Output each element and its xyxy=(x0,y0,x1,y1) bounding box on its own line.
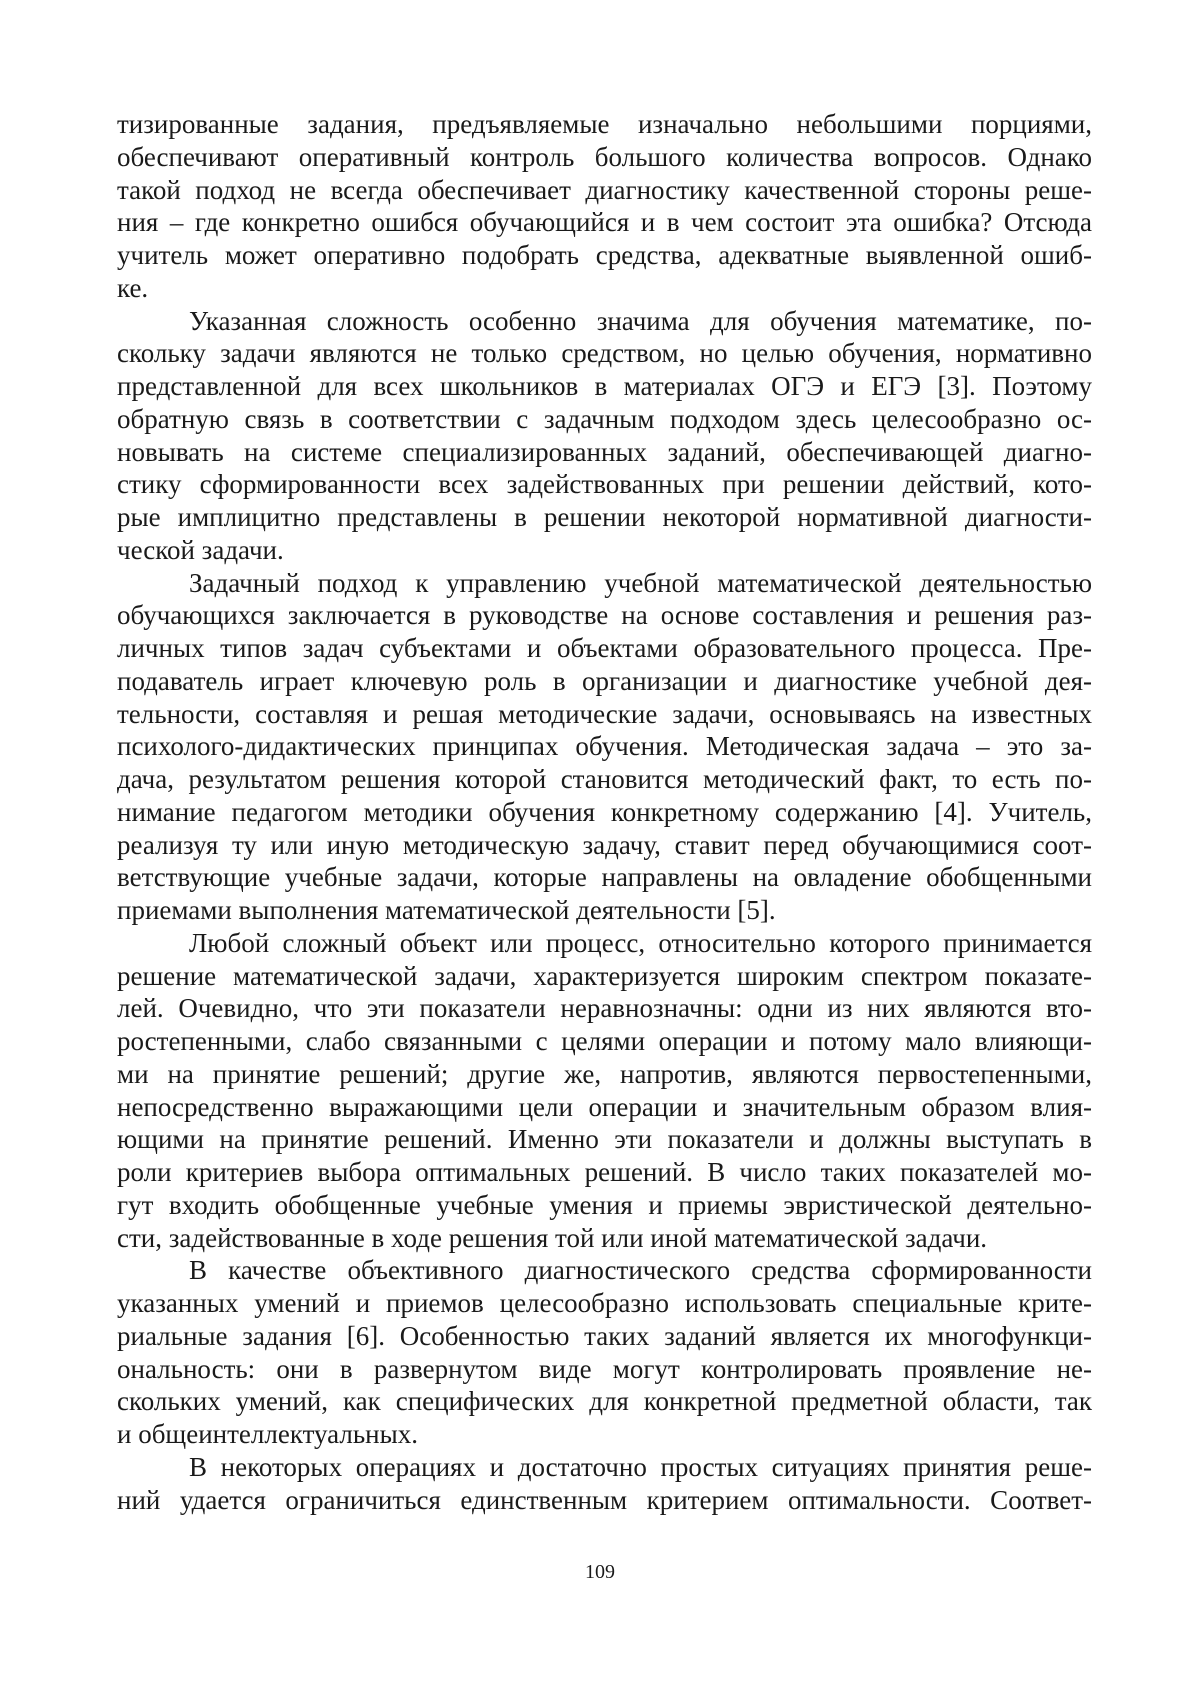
paragraph xyxy=(117,567,1092,927)
text-line: тельности, составляя и решая методические задачи, основываясь на известных xyxy=(117,698,1092,729)
paragraph xyxy=(117,1254,1092,1451)
text-line: обучающихся заключается в руководстве на основе составления и решения раз- xyxy=(117,600,1092,631)
text-line: ющими на принятие решений. Именно эти показатели и должны выступать в xyxy=(117,1124,1092,1155)
text-line: обратную связь в соответствии с задачным подходом здесь целесообразно ос- xyxy=(117,403,1092,434)
text-line: обеспечивают оперативный контроль большого количества вопросов. Однако xyxy=(117,141,1092,172)
text-line: скольку задачи являются не только средством, но целью обучения, нормативно xyxy=(117,338,1092,369)
text-line: непосредственно выражающими цели операции и значительным образом влия- xyxy=(117,1091,1092,1122)
body-text xyxy=(117,108,1092,1516)
text-line: гут входить обобщенные учебные умения и приемы эвристической деятельно- xyxy=(117,1189,1092,1220)
text-line: психолого-дидактических принципах обучения. Методическая задача – это за- xyxy=(117,731,1092,762)
paragraph xyxy=(117,108,1092,305)
text-line: стику сформированности всех задействованных при решении действий, кото- xyxy=(117,469,1092,500)
paragraph xyxy=(117,305,1092,567)
text-line: личных типов задач субъектами и объектами образовательного процесса. Пре- xyxy=(117,633,1092,663)
text-line: решение математической задачи, характеризуется широким спектром показате- xyxy=(117,960,1092,991)
text-line: ке. xyxy=(117,272,149,303)
text-line: лей. Очевидно, что эти показатели неравнозначны: одни из них являются вто- xyxy=(117,993,1092,1024)
text-line: представленной для всех школьников в материалах ОГЭ и ЕГЭ [3]. Поэтому xyxy=(117,371,1092,401)
text-line: ния – где конкретно ошибся обучающийся и в чем состоит эта ошибка? Отсюда xyxy=(117,207,1092,238)
text-line: ветствующие учебные задачи, которые направлены на овладение обобщенными xyxy=(117,862,1092,893)
text-line: учитель может оперативно подобрать средства, адекватные выявленной ошиб- xyxy=(117,240,1092,270)
text-line: роли критериев выбора оптимальных решений. В число таких показателей мо- xyxy=(117,1157,1092,1187)
text-line: нимание педагогом методики обучения конкретному содержанию [4]. Учитель, xyxy=(117,796,1092,827)
text-line: указанных умений и приемов целесообразно использовать специальные крите- xyxy=(117,1288,1092,1318)
page-number: 109 xyxy=(585,1561,615,1583)
text-line: реализуя ту или иную методическую задачу, ставит перед обучающимися соот- xyxy=(117,829,1092,860)
text-line: Задачный подход к управлению учебной математической деятельностью xyxy=(189,567,1092,598)
text-line: Любой сложный объект или процесс, относительно которого принимается xyxy=(189,927,1092,958)
text-line: дача, результатом решения которой становится методический факт, то есть по- xyxy=(117,764,1092,794)
text-line: сти, задействованные в ходе решения той или иной математической задачи. xyxy=(117,1222,988,1253)
text-line: такой подход не всегда обеспечивает диагностику качественной стороны реше- xyxy=(117,174,1092,205)
text-line: тизированные задания, предъявляемые изначально небольшими порциями, xyxy=(117,109,1092,139)
text-line: В некоторых операциях и достаточно простых ситуациях принятия реше- xyxy=(189,1451,1092,1482)
paragraph xyxy=(117,1451,1092,1517)
text-line: ний удается ограничиться единственным критерием оптимальности. Соответ- xyxy=(117,1484,1092,1515)
text-line: подаватель играет ключевую роль в организации и диагностике учебной дея- xyxy=(117,665,1092,696)
text-line: риальные задания [6]. Особенностью таких заданий является их многофункци- xyxy=(117,1320,1092,1351)
text-line: и общеинтеллектуальных. xyxy=(117,1419,419,1449)
text-line: новывать на системе специализированных заданий, обеспечивающей диагно- xyxy=(117,436,1092,467)
text-line: ростепенными, слабо связанными с целями операции и потому мало влияющи- xyxy=(117,1026,1092,1056)
text-line: В качестве объективного диагностического средства сформированности xyxy=(189,1255,1092,1286)
text-line: ми на принятие решений; другие же, напротив, являются первостепенными, xyxy=(117,1058,1092,1089)
text-line: приемами выполнения математической деятельности [5]. xyxy=(117,895,776,925)
paragraph xyxy=(117,927,1092,1255)
text-line: ческой задачи. xyxy=(117,534,284,565)
text-line: Указанная сложность особенно значима для обучения математике, по- xyxy=(189,305,1092,336)
text-line: ональность: они в развернутом виде могут контролировать проявление не- xyxy=(117,1353,1092,1384)
text-line: рые имплицитно представлены в решении некоторой нормативной диагности- xyxy=(117,502,1092,532)
text-line: скольких умений, как специфических для конкретной предметной области, так xyxy=(117,1386,1092,1417)
